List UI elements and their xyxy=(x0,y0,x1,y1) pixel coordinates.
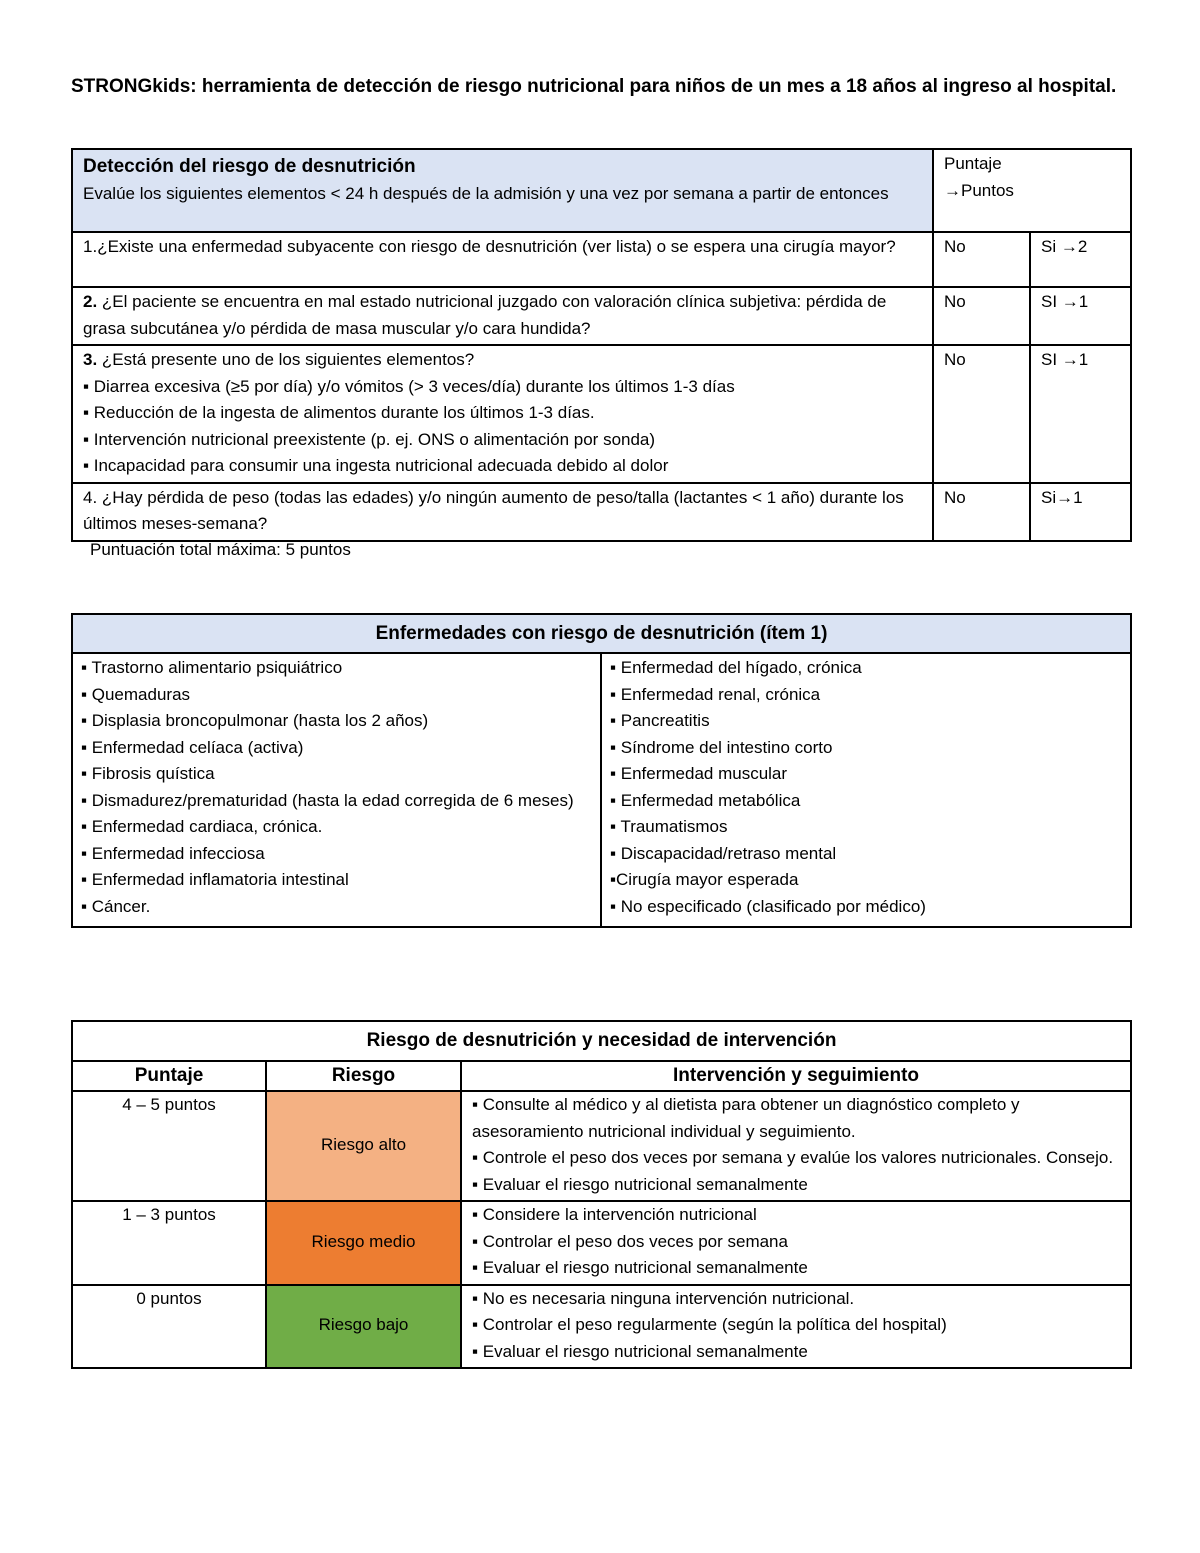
score-header-label: Puntaje xyxy=(944,154,1002,173)
question-number: 1. xyxy=(83,237,98,256)
disease-item: ▪ Síndrome del intestino corto xyxy=(610,737,833,757)
diseases-right-column xyxy=(601,653,1131,927)
question-cell xyxy=(72,483,933,541)
answer-no: No xyxy=(933,483,1030,541)
question-text: ¿El paciente se encuentra en mal estado nutricional juzgado con valoración clínica subjetiva: pérdida de grasa subcutánea y/o pérdida de masa muscular y/o cara hundida? xyxy=(83,292,887,338)
question-row xyxy=(72,287,1131,345)
question-text: ¿Está presente uno de los siguientes elementos? xyxy=(97,350,475,369)
action-item: ▪ Considere la intervención nutricional xyxy=(472,1205,757,1224)
action-item: ▪ No es necesaria ninguna intervención nutricional. xyxy=(472,1288,855,1308)
screening-header-row xyxy=(72,149,1131,232)
action-item: ▪ Consulte al médico y al dietista para obtener un diagnóstico completo y asesoramiento nutricional individual y seguimiento. xyxy=(472,1095,1020,1141)
total-score-note: Puntuación total máxima: 5 puntos xyxy=(90,540,351,559)
risk-row-medium xyxy=(72,1201,1131,1285)
action-item: ▪ Controlar el peso dos veces por semana xyxy=(472,1231,788,1251)
disease-item: ▪ Enfermedad metabólica xyxy=(610,790,801,810)
disease-item: ▪Cirugía mayor esperada xyxy=(610,870,799,889)
score-header-cell xyxy=(933,149,1131,232)
screening-subtitle: Evalúe los siguientes elementos < 24 h después de la admisión y una vez por semana a partir de entonces xyxy=(83,184,889,203)
col-header-action: Intervención y seguimiento xyxy=(461,1061,1131,1091)
question-row xyxy=(72,232,1131,287)
disease-item: ▪ Enfermedad renal, crónica xyxy=(610,684,821,704)
question-number: 2. xyxy=(83,292,98,311)
risk-table xyxy=(71,1020,1132,1369)
answer-yes: SI →1 xyxy=(1030,345,1131,483)
risk-row-high xyxy=(72,1091,1131,1201)
disease-item: ▪ Cáncer. xyxy=(81,896,151,916)
action-item: ▪ Evaluar el riesgo nutricional semanalmente xyxy=(472,1174,808,1194)
screening-header-cell xyxy=(72,149,933,232)
risk-level-badge: Riesgo alto xyxy=(266,1091,461,1201)
diseases-title: Enfermedades con riesgo de desnutrición (ítem 1) xyxy=(72,614,1131,653)
answer-yes: Si→1 xyxy=(1030,483,1131,541)
diseases-left-column xyxy=(72,653,601,927)
action-item: ▪ Evaluar el riesgo nutricional semanalmente xyxy=(472,1341,808,1361)
risk-score: 0 puntos xyxy=(72,1285,266,1369)
disease-item: ▪ Fibrosis quística xyxy=(81,764,215,783)
diseases-table xyxy=(71,613,1132,928)
question-bullet: ▪ Reducción de la ingesta de alimentos durante los últimos 1-3 días. xyxy=(83,403,595,422)
col-header-risk: Riesgo xyxy=(266,1061,461,1091)
disease-item: ▪ Displasia broncopulmonar (hasta los 2 años) xyxy=(81,711,429,730)
question-text: ¿Hay pérdida de peso (todas las edades) y/o ningún aumento de peso/talla (lactantes < 1 año) durante los últimos meses-semana? xyxy=(83,487,904,533)
question-number: 3. xyxy=(83,350,98,369)
risk-actions xyxy=(461,1201,1131,1285)
question-bullet: ▪ Intervención nutricional preexistente (p. ej. ONS o alimentación por sonda) xyxy=(83,429,656,449)
disease-item: ▪ Quemaduras xyxy=(81,684,191,704)
disease-item: ▪ No especificado (clasificado por médico) xyxy=(610,896,926,916)
risk-actions xyxy=(461,1285,1131,1369)
disease-item: ▪ Trastorno alimentario psiquiátrico xyxy=(81,658,343,677)
risk-level-badge: Riesgo bajo xyxy=(266,1285,461,1369)
disease-item: ▪ Discapacidad/retraso mental xyxy=(610,843,837,863)
risk-score: 1 – 3 puntos xyxy=(72,1201,266,1285)
question-text: ¿Existe una enfermedad subyacente con riesgo de desnutrición (ver lista) o se espera una cirugía mayor? xyxy=(97,237,896,256)
disease-item: ▪ Pancreatitis xyxy=(610,711,710,730)
question-cell xyxy=(72,232,933,287)
question-row xyxy=(72,483,1131,541)
question-cell xyxy=(72,287,933,345)
disease-item: ▪ Traumatismos xyxy=(610,817,728,836)
col-header-score: Puntaje xyxy=(72,1061,266,1091)
risk-actions xyxy=(461,1091,1131,1201)
screening-table xyxy=(71,148,1132,542)
disease-item: ▪ Dismadurez/prematuridad (hasta la edad corregida de 6 meses) xyxy=(81,790,574,810)
action-item: ▪ Controlar el peso regularmente (según la política del hospital) xyxy=(472,1315,947,1334)
screening-title: Detección del riesgo de desnutrición xyxy=(83,156,416,177)
disease-item: ▪ Enfermedad cardiaca, crónica. xyxy=(81,817,323,836)
question-cell xyxy=(72,345,933,483)
risk-score: 4 – 5 puntos xyxy=(72,1091,266,1201)
question-bullet: ▪ Incapacidad para consumir una ingesta nutricional adecuada debido al dolor xyxy=(83,456,669,475)
document-title: STRONGkids: herramienta de detección de riesgo nutricional para niños de un mes a 18 años al ingreso al hospital. xyxy=(71,76,1117,97)
question-number: 4. xyxy=(83,487,98,507)
action-item: ▪ Evaluar el riesgo nutricional semanalmente xyxy=(472,1258,808,1277)
question-row xyxy=(72,345,1131,483)
risk-row-low xyxy=(72,1285,1131,1369)
answer-no: No xyxy=(933,345,1030,483)
answer-yes: SI →1 xyxy=(1030,287,1131,345)
answer-no: No xyxy=(933,232,1030,287)
question-bullet: ▪ Diarrea excesiva (≥5 por día) y/o vómitos (> 3 veces/día) durante los últimos 1-3 días xyxy=(83,376,735,396)
disease-item: ▪ Enfermedad infecciosa xyxy=(81,843,265,863)
answer-no: No xyxy=(933,287,1030,345)
disease-item: ▪ Enfermedad muscular xyxy=(610,764,788,783)
disease-item: ▪ Enfermedad celíaca (activa) xyxy=(81,737,304,757)
disease-item: ▪ Enfermedad del hígado, crónica xyxy=(610,658,862,677)
disease-item: ▪ Enfermedad inflamatoria intestinal xyxy=(81,870,349,889)
risk-table-title: Riesgo de desnutrición y necesidad de intervención xyxy=(72,1021,1131,1061)
answer-yes: Si →2 xyxy=(1030,232,1131,287)
risk-level-badge: Riesgo medio xyxy=(266,1201,461,1285)
action-item: ▪ Controle el peso dos veces por semana y evalúe los valores nutricionales. Consejo. xyxy=(472,1148,1114,1167)
score-header-points: →Puntos xyxy=(944,180,1014,200)
